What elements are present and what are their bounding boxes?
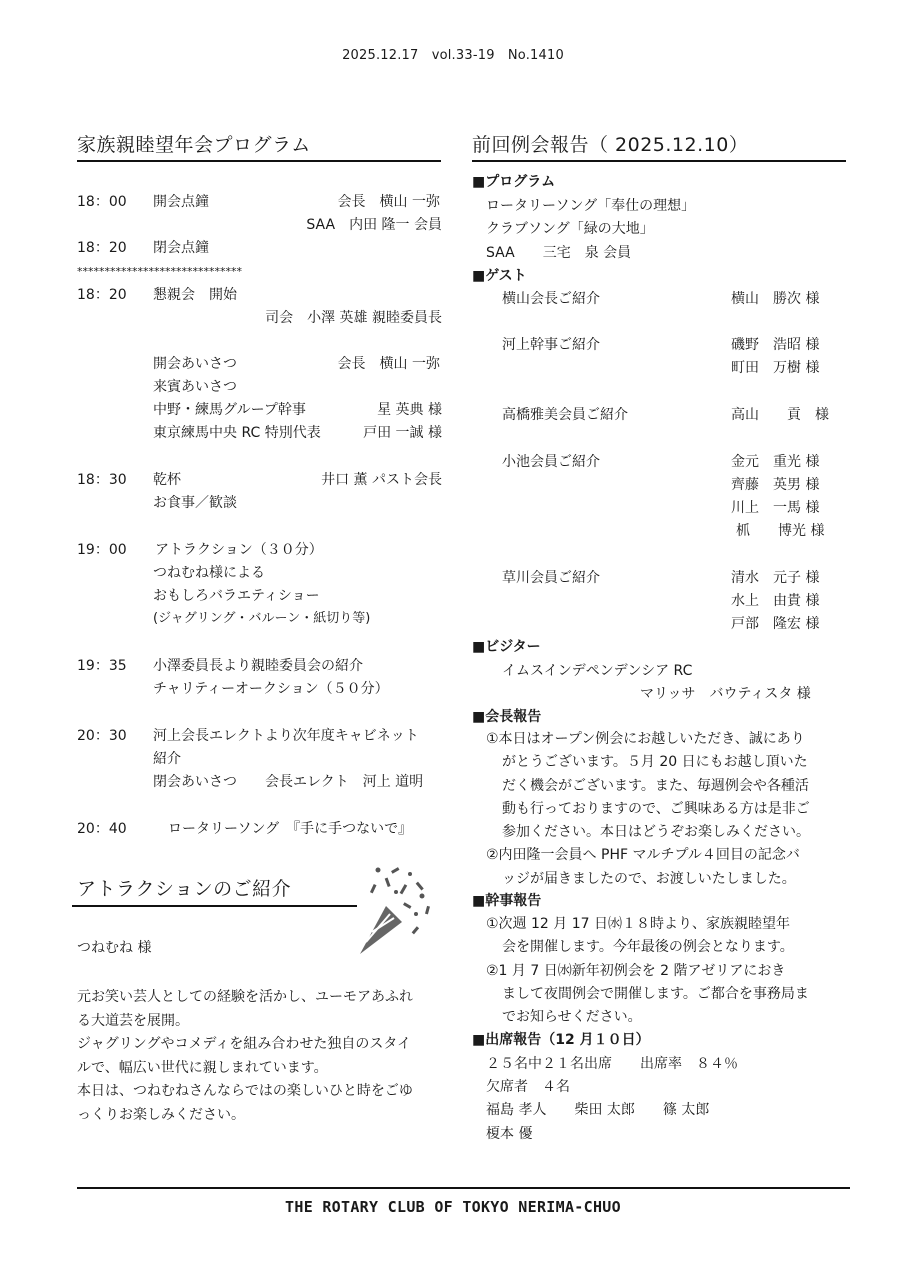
guest-name: 金元 重光 様	[731, 454, 820, 470]
visitor-name: マリッサ バウティスタ 様	[640, 686, 811, 702]
attraction-title: アトラクションのご紹介	[77, 878, 292, 900]
program-item: 小澤委員長より親睦委員会の紹介	[153, 658, 363, 674]
report-line: ②1 月 7 日㈬新年初例会を 2 階アゼリアにおき	[486, 962, 786, 979]
program-time: 20：40	[77, 821, 127, 837]
program-person: SAA 内田 隆一 会員	[306, 217, 442, 233]
report-title: 前回例会報告（ 2025.12.10）	[472, 134, 749, 156]
description-line: っくりお楽しみください。	[77, 1106, 245, 1123]
guest-section-head: ■ゲスト	[472, 268, 527, 284]
program-time: 20：30	[77, 728, 127, 744]
program-entry: ロータリーソング「奉仕の理想」	[486, 198, 696, 214]
report-line: 動も行っておりますので、ご興味ある方は是非ご	[502, 800, 810, 817]
report-line: ッジが届きましたので、お渡しいたしました。	[502, 870, 796, 887]
program-time: 18：00	[77, 194, 127, 210]
footer-rule	[77, 1187, 850, 1189]
program-time: 18：20	[77, 287, 127, 303]
program-time: 19：35	[77, 658, 127, 674]
guest-name: 枛 博光 様	[736, 523, 825, 539]
secretary-report-body	[486, 913, 846, 1029]
program-person: 井口 薫 パスト会長	[321, 472, 442, 488]
program-item: 来賓あいさつ	[153, 379, 237, 395]
guest-name: 清水 元子 様	[731, 570, 820, 586]
issue-header: 2025.12.17 vol.33-19 No.1410	[342, 48, 564, 63]
visitor-club: イムスインデペンデンシア RC	[502, 663, 693, 679]
guest-name: 町田 万樹 様	[731, 360, 820, 376]
description-line: ルで、幅広い世代に親しまれています。	[77, 1059, 328, 1076]
program-entry: クラブソング「緑の大地」	[486, 221, 654, 237]
program-person: 会長 横山 一弥	[337, 356, 440, 372]
report-line: がとうございます。５月 20 日にもお越し頂いた	[502, 754, 808, 771]
attendance-absent-names: 福島 孝人 柴田 太郎 篠 太郎	[486, 1102, 710, 1118]
guest-name: 磯野 浩昭 様	[731, 337, 820, 353]
program-item: 東京練馬中央 RC 特別代表	[153, 425, 321, 441]
attendance-absent-count: 欠席者 ４名	[486, 1079, 570, 1095]
report-line: だく機会がございます。また、毎週例会や各種活	[502, 777, 809, 794]
president-report-body	[486, 728, 846, 891]
guest-intro: 小池会員ご紹介	[502, 454, 600, 470]
separator-stars: ******************************	[77, 265, 242, 278]
guest-name: 川上 一馬 様	[731, 500, 820, 516]
description-line: 元お笑い芸人としての経験を活かし、ユーモアあふれ	[77, 989, 413, 1005]
report-line: まして夜間例会で開催します。ご都合を事務局ま	[502, 985, 809, 1002]
visitor-section-head: ■ビジター	[472, 639, 541, 655]
report-line: でお知らせください。	[502, 1009, 642, 1026]
description-line: る大道芸を展開。	[77, 1012, 189, 1029]
guest-name: 戸部 隆宏 様	[731, 616, 820, 632]
program-time: 19：00	[77, 542, 127, 558]
attendance-summary: ２５名中２１名出席 出席率 ８４％	[486, 1056, 738, 1072]
performer-name: つねむね 様	[77, 940, 152, 956]
report-line: ①本日はオープン例会にお越しいただき、誠にあり	[486, 731, 805, 747]
report-line: ②内田隆一会員へ PHF マルチプル４回目の記念バ	[486, 847, 800, 864]
secretary-report-head: ■幹事報告	[472, 893, 542, 909]
program-item: チャリティーオークション（５０分）	[153, 681, 389, 697]
report-line: ①次週 12 月 17 日㈬１８時より、家族親睦望年	[486, 916, 790, 932]
report-title-rule	[472, 160, 846, 162]
attraction-description	[77, 986, 447, 1127]
program-item: 乾杯	[153, 472, 181, 488]
description-line: ジャグリングやコメディを組み合わせた独自のスタイ	[77, 1036, 412, 1052]
program-item: アトラクション（３０分）	[155, 542, 323, 558]
guest-name: 齊藤 英男 様	[731, 477, 820, 493]
guest-intro: 横山会長ご紹介	[502, 291, 600, 307]
program-title-rule	[77, 160, 441, 162]
program-section-head: ■プログラム	[472, 174, 556, 190]
report-line: 会を開催します。今年最後の例会となります。	[502, 939, 794, 956]
program-person: 戸田 一誠 様	[363, 425, 442, 441]
attendance-report-head: ■出席報告（12 月１０日）	[472, 1032, 650, 1048]
program-time: 18：30	[77, 472, 127, 488]
program-item: 中野・練馬グループ幹事	[153, 402, 306, 418]
program-item: お食事／歓談	[153, 495, 237, 511]
program-item: 開会点鐘	[153, 194, 209, 210]
program-person: 司会 小澤 英雄 親睦委員長	[265, 310, 442, 326]
program-time: 18：20	[77, 240, 127, 256]
program-item: 閉会あいさつ 会長エレクト 河上 道明	[153, 774, 424, 790]
program-item: 開会あいさつ	[153, 356, 237, 372]
attraction-title-rule	[72, 905, 357, 907]
program-item: ロータリーソング 『手に手つないで』	[168, 821, 413, 837]
party-popper-icon	[356, 862, 436, 962]
report-line: 参加ください。本日はどうぞお楽しみください。	[502, 824, 810, 841]
guest-name: 水上 由貴 様	[731, 593, 820, 609]
guest-name: 横山 勝次 様	[731, 291, 820, 307]
program-entry: SAA 三宅 泉 会員	[486, 245, 632, 261]
program-person: 星 英典 様	[377, 402, 442, 418]
description-line: 本日は、つねむねさんならではの楽しいひと時をごゆ	[77, 1083, 413, 1099]
guest-name: 高山 貢 様	[731, 407, 829, 423]
program-item: 閉会点鐘	[153, 240, 209, 256]
program-person: 会長 横山 一弥	[337, 194, 440, 210]
program-item: 河上会長エレクトより次年度キャビネット	[153, 728, 419, 744]
guest-intro: 高橋雅美会員ご紹介	[502, 407, 628, 423]
president-report-head: ■会長報告	[472, 709, 542, 725]
attendance-absent-names: 榎本 優	[486, 1126, 533, 1142]
club-name-footer: THE ROTARY CLUB OF TOKYO NERIMA-CHUO	[285, 1198, 621, 1216]
guest-intro: 草川会員ご紹介	[502, 570, 600, 586]
program-item: つねむね様による	[153, 565, 265, 581]
program-item: 紹介	[153, 751, 181, 767]
program-title: 家族親睦望年会プログラム	[77, 134, 311, 156]
program-item: おもしろバラエティショー	[153, 588, 320, 604]
guest-intro: 河上幹事ご紹介	[502, 337, 600, 353]
program-item: 懇親会 開始	[153, 287, 237, 303]
program-item: (ジャグリング・バルーン・紙切り等)	[153, 611, 371, 626]
